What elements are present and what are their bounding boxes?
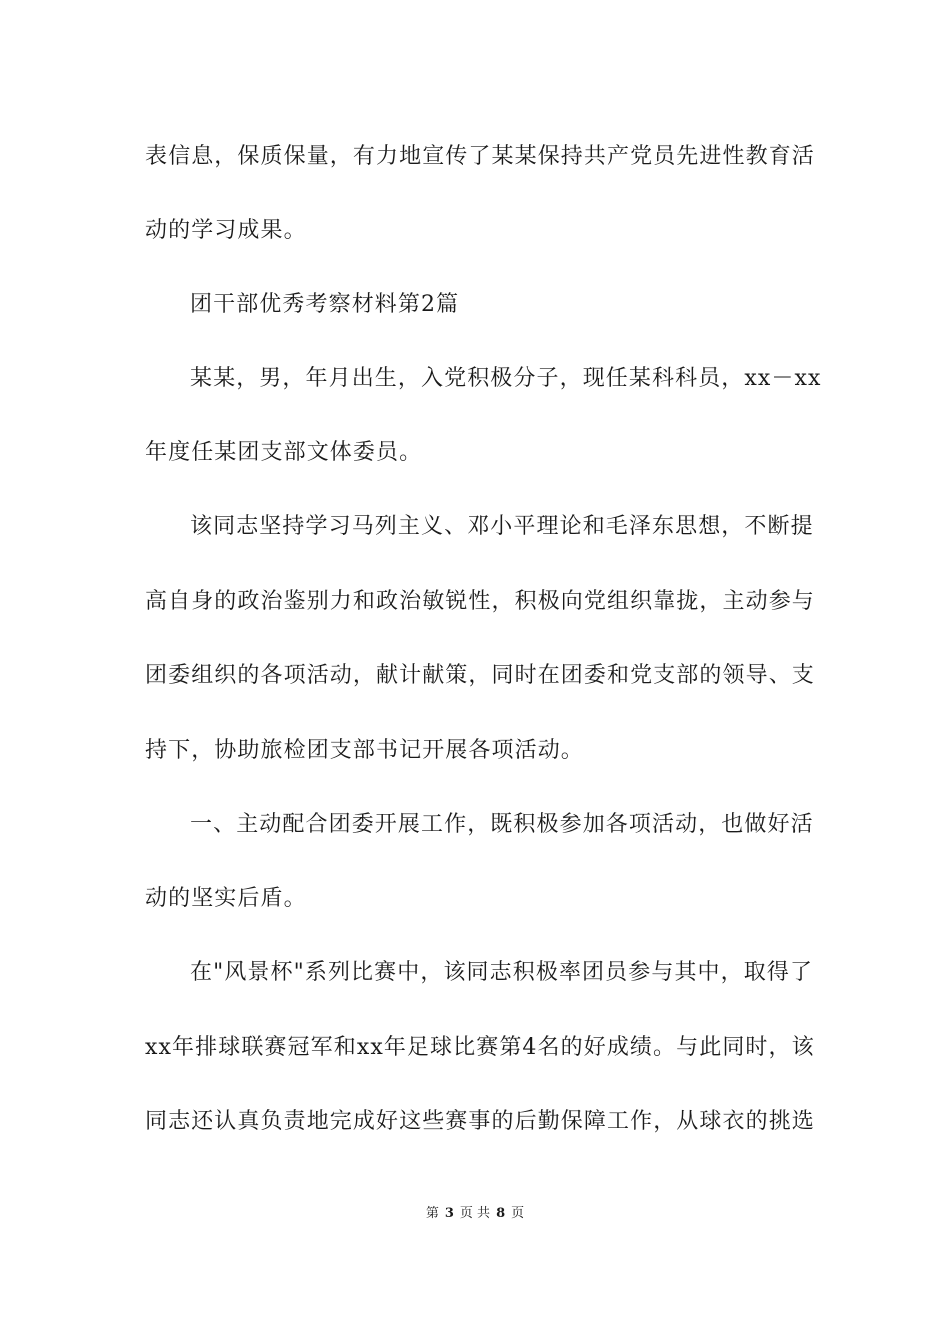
body-text-line: 年度任某团支部文体委员。 bbox=[145, 440, 423, 465]
footer-suffix: 页 bbox=[511, 1206, 525, 1221]
body-text-line: 团委组织的各项活动，献计献策，同时在团委和党支部的领导、支 bbox=[145, 663, 815, 688]
footer-middle: 页 共 bbox=[459, 1206, 491, 1221]
footer-prefix: 第 bbox=[425, 1206, 439, 1221]
body-text-line: 某某，男，年月出生，入党积极分子，现任某科科员，xx－xx bbox=[190, 366, 822, 391]
body-text-line: xx年排球联赛冠军和xx年足球比赛第4名的好成绩。与此同时，该 bbox=[145, 1035, 815, 1060]
body-text-line: 动的学习成果。 bbox=[145, 218, 307, 243]
body-text-line: 该同志坚持学习马列主义、邓小平理论和毛泽东思想，不断提 bbox=[190, 514, 814, 539]
body-text-line: 动的坚实后盾。 bbox=[145, 886, 307, 911]
current-page-number: 3 bbox=[444, 1206, 454, 1221]
total-pages-number: 8 bbox=[496, 1206, 506, 1221]
page-footer bbox=[0, 1205, 950, 1223]
body-text-line: 同志还认真负责地完成好这些赛事的后勤保障工作，从球衣的挑选 bbox=[145, 1109, 815, 1134]
body-text-line: 在"风景杯"系列比赛中，该同志积极率团员参与其中，取得了 bbox=[190, 960, 814, 985]
body-text-line: 一、主动配合团委开展工作，既积极参加各项活动，也做好活 bbox=[190, 812, 814, 837]
body-text-line: 高自身的政治鉴别力和政治敏锐性，积极向党组织靠拢，主动参与 bbox=[145, 589, 815, 614]
body-text-line: 表信息，保质保量，有力地宣传了某某保持共产党员先进性教育活 bbox=[145, 144, 815, 169]
body-text-line: 持下，协助旅检团支部书记开展各项活动。 bbox=[145, 738, 584, 763]
section-heading: 团干部优秀考察材料第2篇 bbox=[190, 292, 460, 317]
